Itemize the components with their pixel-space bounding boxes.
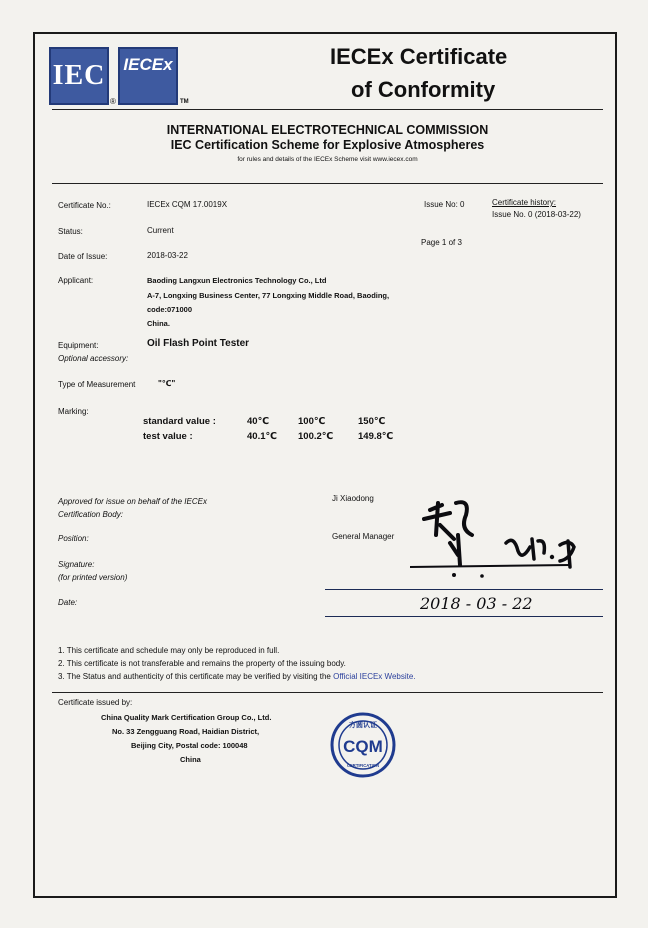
measurement-type-label: Type of Measurement <box>58 380 136 389</box>
note-item: 1. This certificate and schedule may only be reproduced in full. <box>58 646 280 655</box>
standard-value: 150℃ <box>358 416 386 427</box>
date-of-issue-label: Date of Issue: <box>58 252 108 261</box>
test-value: 149.8℃ <box>358 431 394 442</box>
date-line <box>325 616 603 617</box>
test-value: 40.1℃ <box>247 431 277 442</box>
position-value: General Manager <box>332 532 395 541</box>
equipment-value: Oil Flash Point Tester <box>147 338 250 349</box>
date-of-issue: 2018-03-22 <box>147 251 188 260</box>
equipment-label: Equipment: <box>58 341 99 350</box>
cqm-seal <box>330 712 396 778</box>
standard-value-label: standard value : <box>143 416 216 427</box>
page-indicator: Page 1 of 3 <box>421 238 462 247</box>
date-label: Date: <box>58 598 78 607</box>
applicant-line: A-7, Longxing Business Center, 77 Longxing Middle Road, Baoding, <box>147 291 390 300</box>
certificate-history-value: Issue No. 0 (2018-03-22) <box>492 210 581 219</box>
divider <box>52 109 603 110</box>
handwritten-signature <box>410 495 595 585</box>
iecex-logo: IECEx <box>118 47 178 105</box>
divider <box>52 183 603 184</box>
handwritten-date: 2018 - 03 - 22 <box>420 594 533 613</box>
certificate-history-label: Certificate history: <box>492 198 557 207</box>
signature-note: (for printed version) <box>58 573 128 582</box>
issuer-line: China Quality Mark Certification Group Co., Ltd. <box>101 713 272 722</box>
measurement-type-value: "℃" <box>158 379 176 388</box>
seal-bottom-text: CERTIFICATION <box>346 763 380 768</box>
applicant-label: Applicant: <box>58 276 94 285</box>
title-line-1: IECEx Certificate <box>330 44 508 69</box>
issuer-line: Beijing City, Postal code: 100048 <box>131 741 248 750</box>
trademark-mark: TM <box>180 99 189 105</box>
position-label: Position: <box>58 534 89 543</box>
marking-label: Marking: <box>58 407 89 416</box>
seal-main-text: CQM <box>343 737 383 756</box>
approved-by-label: Certification Body: <box>58 510 123 519</box>
standard-value: 100℃ <box>298 416 326 427</box>
issuer-line: China <box>180 755 201 764</box>
test-value-label: test value : <box>143 431 193 442</box>
issue-number: Issue No: 0 <box>424 200 465 209</box>
signature-label: Signature: <box>58 560 95 569</box>
test-value: 100.2℃ <box>298 431 334 442</box>
scheme-name: IEC Certification Scheme for Explosive Atmospheres <box>170 138 485 152</box>
commission-name: INTERNATIONAL ELECTROTECHNICAL COMMISSION <box>166 123 489 137</box>
seal-top-text: 方圆认证 <box>349 721 377 729</box>
rules-note: for rules and details of the IECEx Scheme visit www.iecex.com <box>237 156 418 163</box>
applicant-line: code:071000 <box>147 305 193 314</box>
note-text: 3. The Status and authenticity of this certificate may be verified by visiting the <box>58 672 334 681</box>
applicant-line: China. <box>147 319 170 328</box>
status-value: Current <box>147 226 174 235</box>
iecex-website-link[interactable]: Official IECEx Website. <box>333 672 416 681</box>
status-label: Status: <box>58 227 83 236</box>
optional-accessory-label: Optional accessory: <box>58 354 129 363</box>
signature-line <box>325 589 603 590</box>
divider <box>52 692 603 693</box>
approved-by-label: Approved for issue on behalf of the IECEx <box>58 497 207 506</box>
iec-logo: IEC <box>49 47 109 105</box>
note-item: 2. This certificate is not transferable and remains the property of the issuing body. <box>58 659 346 668</box>
approver-name: Ji Xiaodong <box>332 494 374 503</box>
registered-mark: ® <box>110 97 116 106</box>
note-item <box>58 672 416 681</box>
certificate-number-label: Certificate No.: <box>58 201 111 210</box>
issuer-label: Certificate issued by: <box>58 698 133 707</box>
applicant-line: Baoding Langxun Electronics Technology Co., Ltd <box>147 276 327 285</box>
issuer-line: No. 33 Zengguang Road, Haidian District, <box>112 727 260 736</box>
title-line-2: of Conformity <box>351 77 496 102</box>
standard-value: 40℃ <box>247 416 270 427</box>
certificate-number: IECEx CQM 17.0019X <box>147 200 228 209</box>
